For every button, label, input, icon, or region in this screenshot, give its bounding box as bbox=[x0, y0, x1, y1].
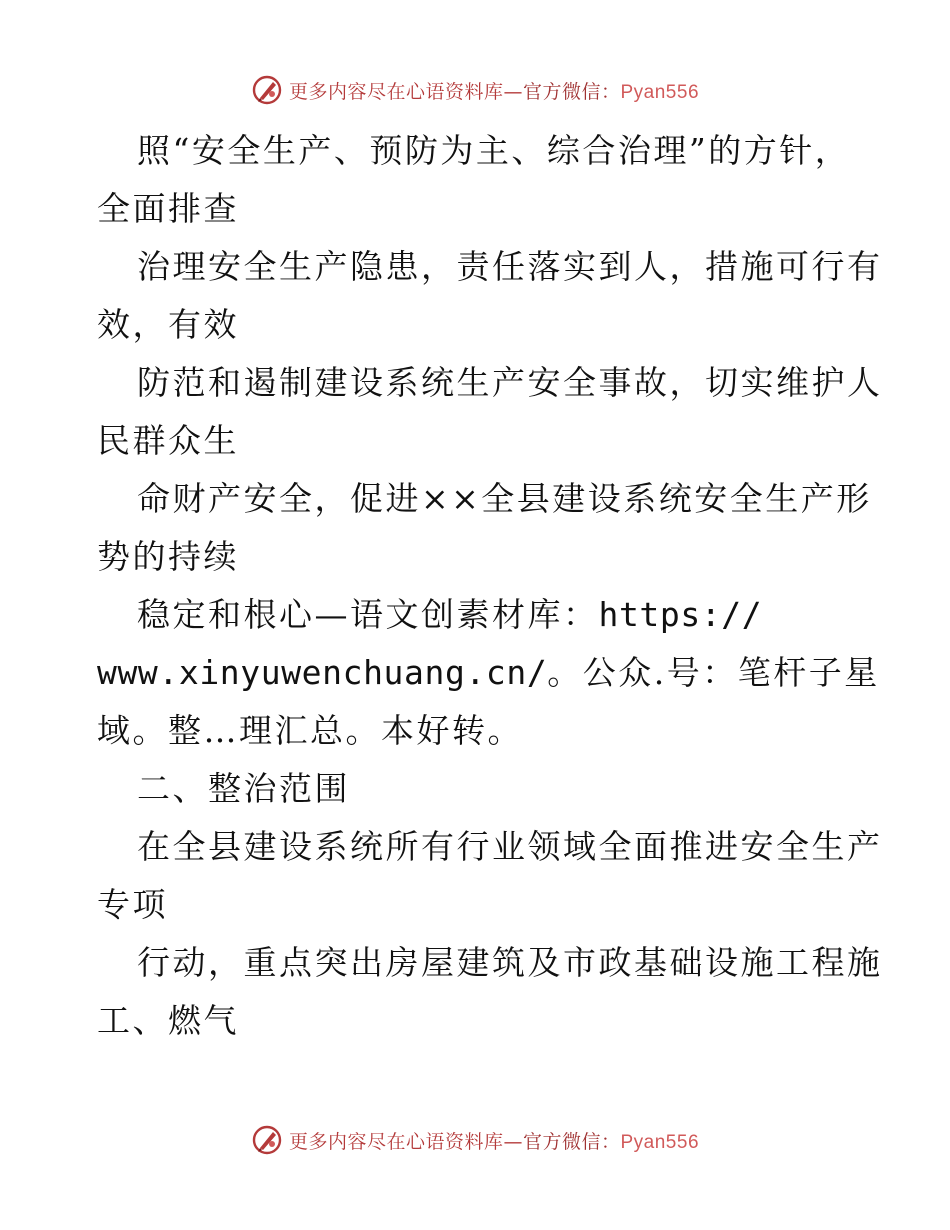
body-text-segment: 稳定和根心—语文创素材库： bbox=[137, 595, 599, 634]
footer-text bbox=[289, 1127, 699, 1154]
body-line: 治理安全生产隐患，责任落实到人，措施可行有 bbox=[137, 247, 883, 286]
url-segment: https:// bbox=[598, 595, 763, 634]
body-line: 势的持续 bbox=[97, 537, 239, 576]
body-line: 命财产安全，促进××全县建设系统安全生产形 bbox=[137, 479, 872, 518]
body-line: 行动，重点突出房屋建筑及市政基础设施工程施 bbox=[137, 943, 883, 982]
body-line: 民群众生 bbox=[97, 421, 239, 460]
body-line: 在全县建设系统所有行业领域全面推进安全生产 bbox=[137, 827, 883, 866]
body-line: 全面排查 bbox=[97, 189, 239, 228]
body-line: 防范和遏制建设系统生产安全事故，切实维护人 bbox=[137, 363, 883, 402]
body-line: 工、燃气 bbox=[97, 1001, 239, 1040]
body-line: 专项 bbox=[97, 885, 168, 924]
body-line: 域。整…理汇总。本好转。 bbox=[97, 711, 523, 750]
footer-wechat-id: Pyan556 bbox=[620, 1131, 700, 1153]
footer-banner bbox=[0, 1120, 950, 1160]
footer-wechat-label: 官方微信： bbox=[522, 1130, 621, 1153]
header-wechat-id: Pyan556 bbox=[620, 81, 700, 103]
header-separator: — bbox=[503, 80, 523, 103]
header-site-name: 更多内容尽在心语资料库 bbox=[288, 80, 504, 103]
section-heading: 二、整治范围 bbox=[137, 769, 350, 808]
body-line-with-url bbox=[97, 644, 880, 702]
header-text bbox=[289, 77, 699, 104]
quill-pen-logo-icon bbox=[251, 1124, 283, 1156]
footer-separator: — bbox=[503, 1130, 523, 1153]
quill-pen-logo-icon bbox=[251, 74, 283, 106]
url-domain: www.xinyuwenchuang.cn/ bbox=[97, 653, 548, 692]
document-body bbox=[97, 122, 883, 1050]
body-text-segment: 。公众.号：笔杆子星 bbox=[547, 653, 880, 692]
footer-site-name: 更多内容尽在心语资料库 bbox=[288, 1130, 504, 1153]
body-line: 照“安全生产、预防为主、综合治理”的方针， bbox=[137, 131, 851, 170]
header-wechat-label: 官方微信： bbox=[522, 80, 621, 103]
body-line-with-url bbox=[97, 586, 857, 644]
body-line: 效，有效 bbox=[97, 305, 239, 344]
header-banner bbox=[0, 70, 950, 110]
